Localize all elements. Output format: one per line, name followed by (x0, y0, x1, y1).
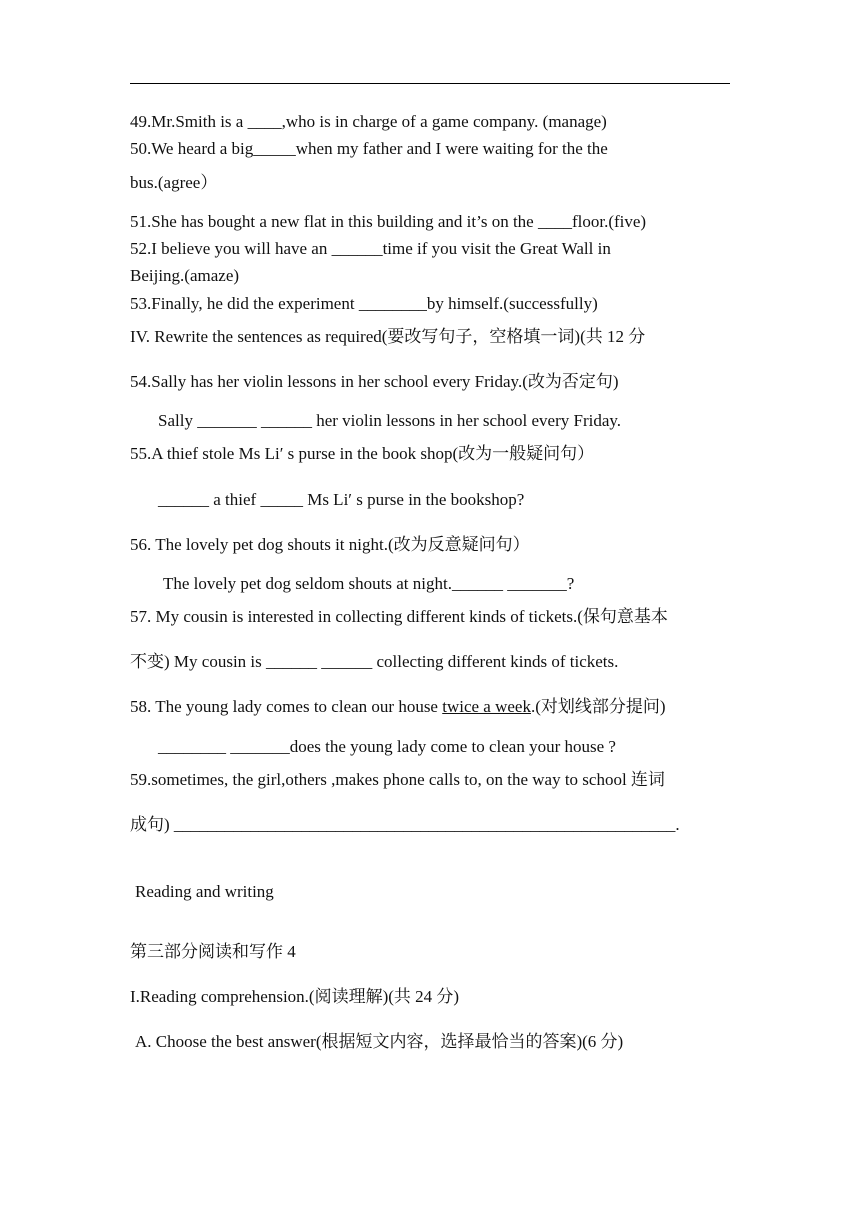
question-58-instruction: .(对划线部分提问) (530, 697, 666, 716)
section-iv-heading: IV. Rewrite the sentences as required(要改写句子，空格填一词)(共 12 分 (130, 327, 646, 346)
question-52-line2: Beijing.(amaze) (130, 266, 240, 285)
section-i-heading: I.Reading comprehension.(阅读理解)(共 24 分) (130, 987, 460, 1006)
section-a-heading: A. Choose the best answer(根据短文内容，选择最恰当的答案)(6 分) (135, 1032, 624, 1051)
header-rule (130, 83, 730, 84)
question-49: 49.Mr.Smith is a ____,who is in charge of a game company. (manage) (130, 112, 607, 131)
part-three-heading: 第三部分阅读和写作 4 (130, 942, 296, 961)
question-59-line1: 59.sometimes, the girl,others ,makes phone calls to, on the way to school 连词 (130, 770, 665, 789)
question-58-answer: ________ _______does the young lady come to clean your house ? (158, 737, 616, 756)
question-57-line2: 不变) My cousin is ______ ______ collecting different kinds of tickets. (130, 652, 619, 671)
question-54: 54.Sally has her violin lessons in her school every Friday.(改为否定句) (130, 372, 619, 391)
question-55: 55.A thief stole Ms Li′ s purse in the book shop(改为一般疑问句） (130, 444, 595, 463)
question-56-answer: The lovely pet dog seldom shouts at night.______ _______? (163, 574, 575, 593)
question-55-answer: ______ a thief _____ Ms Li′ s purse in the bookshop? (158, 490, 525, 509)
question-53: 53.Finally, he did the experiment ________by himself.(successfully) (130, 294, 598, 313)
question-54-answer: Sally _______ ______ her violin lessons in her school every Friday. (158, 411, 622, 430)
question-56: 56. The lovely pet dog shouts it night.(改为反意疑问句） (130, 535, 530, 554)
question-51: 51.She has bought a new flat in this building and it’s on the ____floor.(five) (130, 212, 647, 231)
question-50-line2: bus.(agree） (130, 173, 218, 192)
question-57-line1: 57. My cousin is interested in collecting different kinds of tickets.(保句意基本 (130, 607, 668, 626)
question-50-line1: 50.We heard a big_____when my father and I were waiting for the the (130, 139, 608, 158)
question-52-line1: 52.I believe you will have an ______time if you visit the Great Wall in (130, 239, 611, 258)
question-59-line2: 成句) ___________________________________________________________. (130, 815, 680, 834)
question-58-underlined: twice a week (442, 697, 531, 716)
reading-writing-heading: Reading and writing (135, 882, 274, 901)
question-58-text: 58. The young lady comes to clean our house (130, 697, 443, 716)
question-58 (130, 696, 666, 718)
